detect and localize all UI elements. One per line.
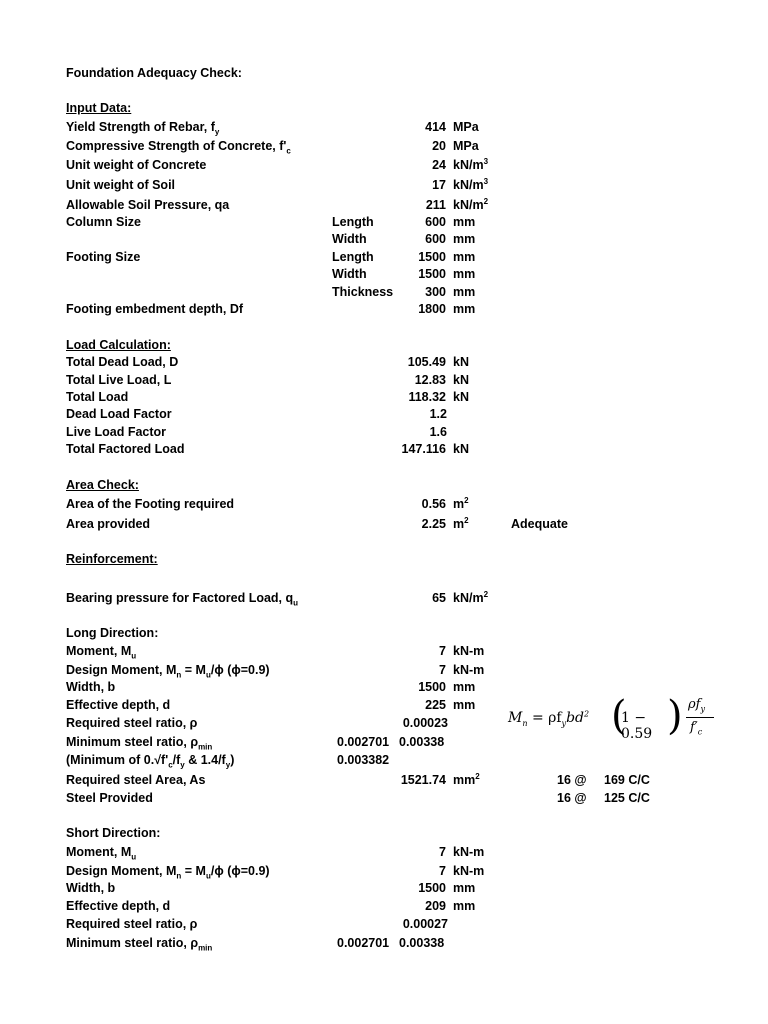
col-length-row (0, 213, 768, 231)
reinf-heading-row (0, 550, 768, 568)
short-mu-unit: kN-m (453, 845, 485, 859)
gs-label: Unit weight of Soil (66, 178, 176, 192)
long-as-spacing: 169 C/C (604, 773, 650, 787)
fc-unit: MPa (453, 139, 479, 153)
dl-label: Total Dead Load, D (66, 355, 179, 369)
long-rho-value: 0.00023 (402, 716, 448, 730)
short-rmin-row (0, 934, 768, 952)
ftg-thickness-value: 300 (425, 285, 446, 299)
col-width-row (0, 230, 768, 248)
ll-unit: kN (453, 373, 469, 387)
fc-row (0, 137, 768, 155)
llf-row (0, 423, 768, 441)
title-row (0, 64, 768, 82)
short-heading: Short Direction: (66, 826, 161, 840)
tl-label: Total Load (66, 390, 129, 404)
df-row (0, 300, 768, 318)
col-length-unit: mm (453, 215, 476, 229)
ll-row (0, 371, 768, 389)
qa-label: Allowable Soil Pressure, qa (66, 198, 230, 212)
long-mn-unit: kN-m (453, 663, 485, 677)
col-label: Column Size (66, 215, 142, 229)
long-sp-label: Steel Provided (66, 791, 153, 805)
dlf-row (0, 405, 768, 423)
input-heading: Input Data: (66, 101, 132, 115)
short-mn-row (0, 862, 768, 880)
ftg-length-value: 1500 (418, 250, 446, 264)
formula-one-minus: 1 − 0.59 (621, 710, 653, 742)
gc-label: Unit weight of Concrete (66, 158, 207, 172)
qa-value: 211 (425, 198, 446, 212)
long-mu-row (0, 642, 768, 660)
long-sp-spacing: 125 C/C (604, 791, 650, 805)
short-rho-value: 0.00027 (402, 917, 448, 931)
long-minof-label: (Minimum of $0.√f'_c/f_y$ & $1.4/f_y$) (66, 753, 235, 770)
long-mu-label: Moment, $M_u$ (66, 644, 137, 661)
qu-row (0, 589, 768, 607)
area-req-unit: $m^2$ (453, 495, 469, 511)
short-mn-label: Design Moment, $M_n = M_u/\phi$ (ϕ=0.9) (66, 864, 270, 881)
short-d-row (0, 897, 768, 915)
ftg-length-unit: mm (453, 250, 476, 264)
long-rmin-label: Minimum steel ratio, $\rho_{min}$ (66, 735, 213, 752)
area-status: Adequate (511, 517, 568, 531)
tl-unit: kN (453, 390, 469, 404)
long-as-label: Required steel Area, As (66, 773, 206, 787)
llf-value: 1.6 (429, 425, 447, 439)
ftg-label: Footing Size (66, 250, 141, 264)
area-prov-value: 2.25 (421, 517, 446, 531)
long-d-unit: mm (453, 698, 476, 712)
gc-row (0, 156, 768, 174)
area-prov-row (0, 515, 768, 533)
area-req-value: 0.56 (421, 497, 446, 511)
long-rmin-value-2: 0.00338 (399, 735, 445, 749)
llf-label: Live Load Factor (66, 425, 167, 439)
formula-fraction-bar (686, 717, 714, 718)
tfl-value: 147.116 (401, 442, 446, 456)
area-prov-unit: $m^2$ (453, 515, 469, 531)
short-heading-row (0, 824, 768, 842)
long-b-unit: mm (453, 680, 476, 694)
long-as-bar: 16 @ (557, 773, 587, 787)
col-width-unit: mm (453, 232, 476, 246)
page-title: Foundation Adequacy Check: (66, 66, 242, 80)
dl-unit: kN (453, 355, 469, 369)
ll-label: Total Live Load, L (66, 373, 172, 387)
qu-label: Bearing pressure for Factored Load, $q_u$ (66, 591, 299, 608)
qu-unit: $kN/m^2$ (453, 589, 489, 605)
long-d-value: 225 (425, 698, 446, 712)
short-b-label: Width, b (66, 881, 116, 895)
dl-row (0, 353, 768, 371)
short-mu-label: Moment, $M_u$ (66, 845, 137, 862)
long-rmin-value-1: 0.002701 (337, 735, 390, 749)
dlf-value: 1.2 (429, 407, 447, 421)
short-d-value: 209 (425, 899, 446, 913)
long-d-label: Effective depth, d (66, 698, 171, 712)
short-b-row (0, 879, 768, 897)
short-mn-unit: kN-m (453, 864, 485, 878)
df-label: Footing embedment depth, Df (66, 302, 244, 316)
short-b-unit: mm (453, 881, 476, 895)
area-prov-label: Area provided (66, 517, 151, 531)
dl-value: 105.49 (407, 355, 446, 369)
df-value: 1800 (418, 302, 446, 316)
gs-row (0, 176, 768, 194)
col-width-label: Width (332, 232, 367, 246)
gs-value: 17 (432, 178, 446, 192)
long-mu-value: 7 (439, 644, 446, 658)
short-mu-value: 7 (439, 845, 446, 859)
long-mn-label: Design Moment, $M_n = M_u/\phi$ (ϕ=0.9) (66, 663, 270, 680)
long-b-row (0, 678, 768, 696)
long-as-unit: $mm^2$ (453, 771, 480, 787)
long-b-value: 1500 (418, 680, 446, 694)
short-rmin-value-2: 0.00338 (399, 936, 445, 950)
tfl-label: Total Factored Load (66, 442, 185, 456)
long-minof-row (0, 751, 768, 769)
area-heading-row (0, 476, 768, 494)
qa-row (0, 196, 768, 214)
long-mu-unit: kN-m (453, 644, 485, 658)
reinf-heading: Reinforcement: (66, 552, 158, 566)
input-heading-row (0, 99, 768, 117)
long-as-value: 1521.74 (400, 773, 446, 787)
tl-value: 118.32 (408, 390, 446, 404)
formula-numerator: $\rho f_y$ (688, 697, 705, 714)
col-length-value: 600 (425, 215, 446, 229)
ftg-width-label: Width (332, 267, 367, 281)
long-as-row (0, 771, 768, 789)
long-rho-label: Required steel ratio, ρ (66, 716, 198, 730)
fy-label: Yield Strength of Rebar, $f_y$ (66, 120, 220, 137)
short-mn-value: 7 (439, 864, 446, 878)
short-d-label: Effective depth, d (66, 899, 171, 913)
col-width-value: 600 (425, 232, 446, 246)
long-heading-row (0, 624, 768, 642)
formula-lhs: $M_n = \rho f_ybd^2$ (508, 709, 590, 728)
ll-value: 12.83 (414, 373, 446, 387)
short-rho-label: Required steel ratio, ρ (66, 917, 198, 931)
fc-value: 20 (432, 139, 446, 153)
gc-value: 24 (432, 158, 446, 172)
load-heading: Load Calculation: (66, 338, 171, 352)
area-req-label: Area of the Footing required (66, 497, 235, 511)
fc-label: Compressive Strength of Concrete, $f'_c$ (66, 139, 291, 156)
long-sp-bar: 16 @ (557, 791, 587, 805)
long-mn-value: 7 (439, 663, 446, 677)
ftg-thickness-row (0, 283, 768, 301)
ftg-width-value: 1500 (418, 267, 446, 281)
short-rmin-label: Minimum steel ratio, $\rho_{min}$ (66, 936, 213, 953)
ftg-length-row (0, 248, 768, 266)
gs-unit: $kN/m^3$ (453, 176, 489, 192)
formula-denominator: $f'_c$ (690, 720, 703, 737)
tl-row (0, 388, 768, 406)
long-minof-value: 0.003382 (337, 753, 390, 767)
ftg-length-label: Length (332, 250, 374, 264)
ftg-width-unit: mm (453, 267, 476, 281)
long-mn-row (0, 661, 768, 679)
fy-unit: MPa (453, 120, 479, 134)
short-rmin-value-1: 0.002701 (337, 936, 390, 950)
qa-unit: $kN/m^2$ (453, 196, 489, 212)
gc-unit: $kN/m^3$ (453, 156, 489, 172)
long-b-label: Width, b (66, 680, 116, 694)
col-length-label: Length (332, 215, 374, 229)
formula-left-paren: ( (611, 693, 627, 739)
area-req-row (0, 495, 768, 513)
ftg-thickness-label: Thickness (332, 285, 394, 299)
load-heading-row (0, 336, 768, 354)
fy-row (0, 118, 768, 136)
short-b-value: 1500 (418, 881, 446, 895)
tfl-row (0, 440, 768, 458)
short-rho-row (0, 915, 768, 933)
df-unit: mm (453, 302, 476, 316)
ftg-width-row (0, 265, 768, 283)
formula-right-paren: ) (667, 693, 683, 739)
short-d-unit: mm (453, 899, 476, 913)
ftg-thickness-unit: mm (453, 285, 476, 299)
qu-value: 65 (432, 591, 446, 605)
short-mu-row (0, 843, 768, 861)
tfl-unit: kN (453, 442, 469, 456)
long-heading: Long Direction: (66, 626, 159, 640)
area-heading: Area Check: (66, 478, 139, 492)
long-sp-row (0, 789, 768, 807)
dlf-label: Dead Load Factor (66, 407, 172, 421)
fy-value: 414 (425, 120, 446, 134)
moment-formula (508, 693, 705, 744)
